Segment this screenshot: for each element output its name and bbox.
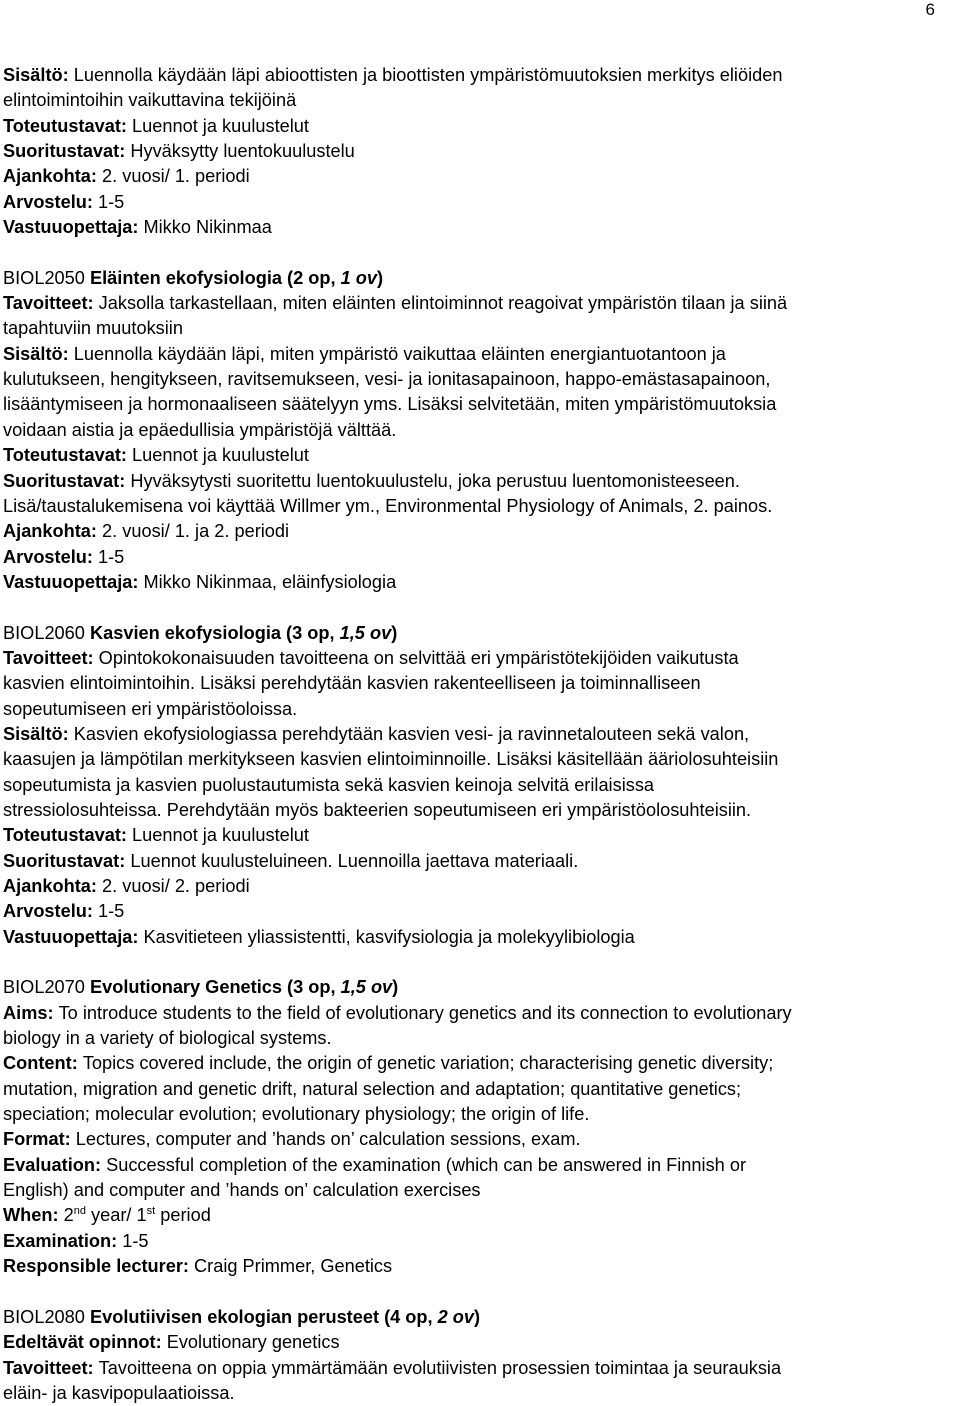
text-segment: Hyväksytty luentokuulustelu (130, 141, 355, 162)
text-line (3, 874, 955, 899)
text-segment: BIOL2060 (3, 622, 90, 643)
field-label: Kasvien ekofysiologia (3 op, (89, 622, 340, 643)
ordinal-suffix: st (146, 1205, 156, 1218)
text-line (3, 164, 955, 189)
text-line (3, 114, 955, 139)
text-segment: year/ 1 (86, 1205, 147, 1226)
text-segment: English) and computer and ’hands on’ calculation exercises (3, 1180, 481, 1201)
field-label: ) (377, 267, 384, 288)
field-label: 2 ov (437, 1306, 475, 1327)
ordinal-suffix: nd (73, 1205, 86, 1218)
field-label: Tavoitteet: (3, 647, 99, 668)
field-label: Ajankohta: (3, 876, 103, 896)
text-segment: BIOL2080 (3, 1306, 90, 1327)
paragraph-gap (3, 595, 955, 620)
field-label: Evolutiivisen ekologian perusteet (4 op, (89, 1306, 438, 1327)
text-line (3, 1102, 955, 1127)
text-segment: Lectures, computer and ’hands on’ calculation sessions, exam. (75, 1129, 581, 1150)
text-segment: Mikko Nikinmaa (143, 217, 272, 238)
text-segment: Luennot ja kuulustelut (132, 445, 309, 466)
text-line (3, 519, 955, 544)
paragraph-gap (3, 950, 955, 975)
text-line (3, 215, 955, 240)
field-label: Arvostelu: (3, 546, 98, 567)
text-segment: Mikko Nikinmaa, eläinfysiologia (143, 571, 397, 592)
text-segment: Kasvien ekofysiologiassa perehdytään kasvien vesi- ja ravinnetalouteen sekä valon, (73, 723, 750, 744)
field-label: When: (3, 1205, 64, 1226)
text-segment: lisääntymiseen ja hormonaaliseen säätelyyn yms. Lisäksi selvitetään, miten ympäristömuutoksia (3, 394, 777, 415)
text-line (3, 63, 955, 88)
text-line (3, 266, 955, 291)
text-line (3, 823, 955, 848)
text-line (3, 646, 955, 671)
text-segment: Hyväksytysti suoritettu luentokuulustelu, joka perustuu luentomonisteeseen. (130, 470, 740, 491)
field-label: Vastuuopettaja: (3, 217, 144, 238)
text-line (3, 190, 955, 215)
field-label: 1 ov (340, 267, 378, 288)
text-segment: biology in a variety of biological systems. (3, 1028, 332, 1049)
text-line (3, 443, 955, 468)
text-line (3, 570, 955, 595)
text-segment: sopeutumista ja kasvien puolustautumista sekä kasvien keinoja selvitä erilaisissa (3, 774, 655, 795)
text-line (3, 1229, 955, 1254)
text-segment: eläin- ja kasvipopulaatioissa. (3, 1382, 235, 1403)
field-label: 1,5 ov (340, 977, 393, 998)
text-line (3, 1026, 955, 1051)
text-segment: Luennot ja kuulustelut (132, 825, 309, 846)
field-label: Evolutionary Genetics (3 op, (89, 977, 341, 998)
text-segment: Jaksolla tarkastellaan, miten eläinten elintoiminnot reagoivat ympäristön tilaan ja siinä (98, 293, 788, 314)
text-line (3, 494, 955, 519)
text-segment: sopeutumiseen eri ympäristöoloissa. (3, 698, 298, 719)
text-line (3, 722, 955, 747)
text-line (3, 418, 955, 443)
text-line (3, 469, 955, 494)
text-segment: 1-5 (98, 191, 125, 212)
field-label: ) (392, 977, 399, 998)
text-line (3, 545, 955, 570)
text-line (3, 1305, 955, 1330)
text-segment: Kasvitieteen yliassistentti, kasvifysiologia ja molekyylibiologia (143, 926, 635, 947)
field-label: 1,5 ov (339, 622, 392, 643)
text-line (3, 621, 955, 646)
course-section (3, 975, 955, 1279)
text-segment: speciation; molecular evolution; evolutionary physiology; the origin of life. (3, 1104, 590, 1125)
text-segment: Tavoitteena on oppia ymmärtämään evolutiivisten prosessien toimintaa ja seurauksia (98, 1357, 782, 1378)
text-line (3, 1254, 955, 1279)
text-line (3, 671, 955, 696)
text-segment: 2 (63, 1205, 74, 1226)
course-section (3, 621, 955, 950)
text-segment: 1-5 (98, 901, 125, 922)
text-line (3, 773, 955, 798)
field-label: Ajankohta: (3, 521, 103, 542)
text-line (3, 1051, 955, 1076)
text-line (3, 899, 955, 924)
field-label: ) (474, 1306, 481, 1327)
field-label: Evaluation: (3, 1154, 107, 1175)
text-segment: Luennolla käydään läpi abioottisten ja bioottisten ympäristömuutoksien merkitys eliöiden (73, 65, 783, 85)
field-label: Eläinten ekofysiologia (2 op, (89, 267, 341, 288)
text-line (3, 849, 955, 874)
text-line (3, 1178, 955, 1203)
field-label: Sisältö: (3, 723, 74, 744)
field-label: Toteutustavat: (3, 445, 132, 466)
text-line (3, 139, 955, 164)
page-number: 6 (925, 0, 935, 19)
text-line (3, 798, 955, 823)
text-segment: BIOL2050 (3, 267, 90, 288)
field-label: Content: (3, 1053, 83, 1074)
text-segment: BIOL2070 (3, 977, 90, 998)
text-segment: kulutukseen, hengitykseen, ravitsemukseen, vesi- ja ionitasapainoon, happo-emästasapainoon, (3, 369, 771, 390)
text-line (3, 925, 955, 950)
text-segment: 2. vuosi/ 1. periodi (102, 166, 250, 187)
text-segment: period (155, 1205, 211, 1226)
text-segment: 2. vuosi/ 1. ja 2. periodi (102, 521, 290, 542)
text-line (3, 1356, 955, 1381)
field-label: Responsible lecturer: (3, 1256, 195, 1277)
text-segment: Successful completion of the examination (which can be answered in Finnish or (106, 1154, 747, 1175)
text-segment: Evolutionary genetics (166, 1332, 340, 1353)
text-line (3, 367, 955, 392)
paragraph-gap (3, 240, 955, 265)
text-segment: Luennot ja kuulustelut (132, 115, 309, 136)
text-line (3, 1153, 955, 1178)
field-label: Arvostelu: (3, 901, 98, 922)
text-segment: 1-5 (122, 1230, 149, 1251)
text-line (3, 975, 955, 1000)
text-line (3, 1381, 955, 1406)
text-segment: Opintokokonaisuuden tavoitteena on selvittää eri ympäristötekijöiden vaikutusta (98, 647, 739, 668)
text-line (3, 342, 955, 367)
field-label: Examination: (3, 1230, 123, 1251)
field-label: Format: (3, 1129, 76, 1150)
text-segment: 2. vuosi/ 2. periodi (102, 876, 250, 896)
field-label: Toteutustavat: (3, 825, 132, 846)
text-line (3, 1330, 955, 1355)
course-section (3, 266, 955, 595)
text-line (3, 291, 955, 316)
text-segment: 1-5 (98, 546, 125, 567)
field-label: ) (391, 622, 398, 643)
field-label: Tavoitteet: (3, 1357, 99, 1378)
text-segment: Craig Primmer, Genetics (194, 1256, 393, 1277)
course-section (3, 63, 955, 240)
text-line (3, 747, 955, 772)
text-line (3, 316, 955, 341)
field-label: Aims: (3, 1002, 59, 1023)
text-segment: Luennolla käydään läpi, miten ympäristö vaikuttaa eläinten energiantuotantoon ja (73, 343, 726, 364)
text-line (3, 1203, 955, 1228)
text-line (3, 697, 955, 722)
text-segment: kasvien elintoimintoihin. Lisäksi perehdytään kasvien rakenteelliseen ja toiminnalliseen (3, 673, 701, 694)
field-label: Tavoitteet: (3, 293, 99, 314)
field-label: Vastuuopettaja: (3, 926, 144, 947)
text-line (3, 1127, 955, 1152)
text-segment: To introduce students to the field of evolutionary genetics and its connection to evolutionary (58, 1002, 792, 1023)
document-body (3, 63, 955, 1406)
field-label: Sisältö: (3, 65, 74, 85)
text-segment: stressiolosuhteissa. Perehdytään myös bakteerien sopeutumiseen eri ympäristöolosuhteisiin. (3, 799, 752, 820)
text-segment: elintoimintoihin vaikuttavina tekijöinä (3, 90, 297, 111)
text-segment: Topics covered include, the origin of genetic variation; characterising genetic diversity; (82, 1053, 774, 1074)
field-label: Arvostelu: (3, 191, 98, 212)
text-segment: tapahtuviin muutoksiin (3, 318, 183, 339)
field-label: Suoritustavat: (3, 470, 131, 491)
field-label: Suoritustavat: (3, 850, 131, 871)
paragraph-gap (3, 1280, 955, 1305)
text-segment: Luennot kuulusteluineen. Luennoilla jaettava materiaali. (130, 850, 579, 871)
field-label: Sisältö: (3, 343, 74, 364)
course-section (3, 1305, 955, 1406)
text-line (3, 392, 955, 417)
text-line (3, 1001, 955, 1026)
text-line (3, 1077, 955, 1102)
field-label: Vastuuopettaja: (3, 571, 144, 592)
text-line (3, 88, 955, 113)
text-segment: mutation, migration and genetic drift, natural selection and adaptation; quantitative genetics; (3, 1078, 742, 1099)
text-segment: voidaan aistia ja epäedullisia ympäristöjä välttää. (3, 419, 397, 440)
text-segment: Lisä/taustalukemisena voi käyttää Willmer ym., Environmental Physiology of Animals, 2. painos. (3, 495, 773, 516)
field-label: Edeltävät opinnot: (3, 1332, 167, 1353)
field-label: Suoritustavat: (3, 141, 131, 162)
text-segment: kaasujen ja lämpötilan merkitykseen kasvien elintoiminnoille. Lisäksi käsitellään ääriolosuhteisiin (3, 749, 779, 770)
field-label: Toteutustavat: (3, 115, 132, 136)
field-label: Ajankohta: (3, 166, 103, 187)
